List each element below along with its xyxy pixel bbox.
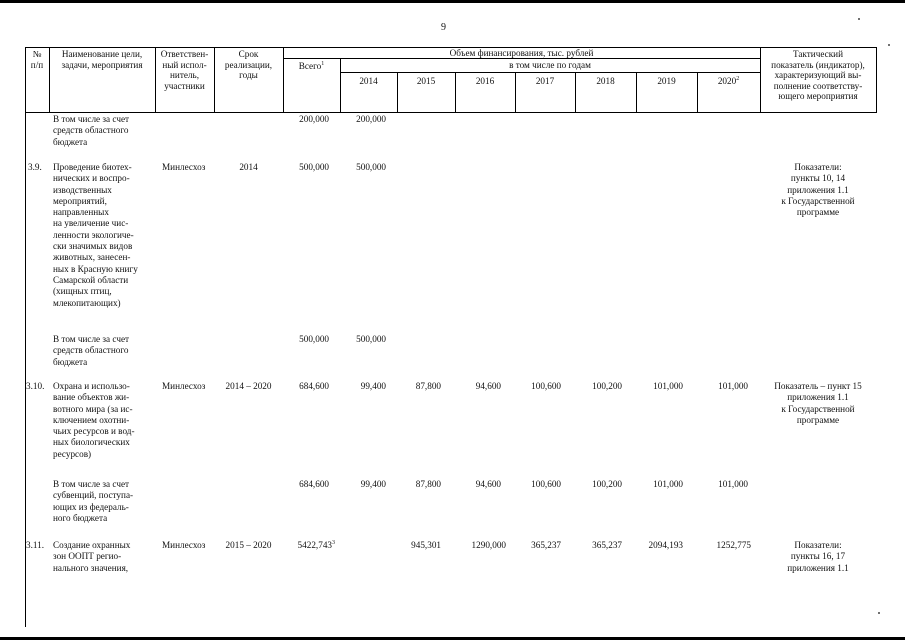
cell-2019: 101,000 <box>653 479 683 489</box>
header-year: 2015 <box>416 76 436 86</box>
cell-2017: 365,237 <box>531 540 561 550</box>
header-num: № п/п <box>30 49 44 70</box>
cell-2018: 100,200 <box>592 381 622 391</box>
header-year: 2018 <box>596 76 615 86</box>
cell-2014: 99,400 <box>360 479 386 489</box>
header-total-label: Всего <box>298 61 322 71</box>
row-num: 3.10. <box>26 381 45 391</box>
cell-2018: 365,237 <box>592 540 622 550</box>
header-indicator: Тактический показатель (индикатор), характеризующий вы- полнение соответству- ющего мероприятия <box>771 49 865 101</box>
row-executor: Минлесхоз <box>162 162 206 172</box>
cell-2014: 200,000 <box>356 114 386 124</box>
row-num: 3.9. <box>28 162 42 172</box>
scan-speck <box>878 612 880 614</box>
cell-2014: 500,000 <box>356 162 386 172</box>
header-total <box>283 61 340 72</box>
row-name: В том числе за счет субвенций, поступа- ющих из федераль- ного бюджета <box>53 479 134 523</box>
header-year-label: 2020 <box>717 76 737 86</box>
header-financing: Объем финансирования, тыс. рублей <box>449 48 594 58</box>
scan-speck <box>888 44 890 46</box>
header-year: 2014 <box>359 76 378 86</box>
cell-2016: 94,600 <box>475 381 501 391</box>
header-year: 2019 <box>657 76 676 86</box>
cell-2015: 87,800 <box>415 479 441 489</box>
row-period: 2014 <box>239 162 258 172</box>
header-year-2020 <box>697 76 760 87</box>
cell-2019: 2094,193 <box>648 540 683 550</box>
cell-total: 200,000 <box>299 114 329 124</box>
cell-2017: 100,600 <box>531 381 561 391</box>
header-bottom-rule <box>25 112 876 113</box>
row-indicator: Показатели: пункты 16, 17 приложения 1.1 <box>787 540 849 573</box>
page-top-border <box>0 0 905 3</box>
cell-total: 500,000 <box>299 334 329 344</box>
row-period: 2015 – 2020 <box>225 540 272 550</box>
row-period: 2014 – 2020 <box>225 381 272 391</box>
row-name: Проведение биотех- нических и воспро- изводственных мероприятий, направленных на увеличение чис- ленности экологиче- ски значимых видов животных, занесен- ных в Красную книгу Самарской области (хищных птиц, млекопитающих) <box>53 162 138 308</box>
row-num: 3.11. <box>26 540 45 550</box>
page-number: 9 <box>441 22 446 33</box>
cell-total-value: 5422,743 <box>297 540 332 550</box>
row-indicator: Показатели: пункты 10, 14 приложения 1.1 к Государственной программе <box>781 162 855 218</box>
row-name: В том числе за счет средств областного бюджета <box>53 334 130 367</box>
footnote-mark: 1 <box>321 60 325 67</box>
footnote-mark: 3 <box>332 539 335 546</box>
cell-2015: 945,301 <box>411 540 441 550</box>
row-indicator: Показатель – пункт 15 приложения 1.1 к Государственной программе <box>774 381 862 425</box>
cell-2016: 1290,000 <box>471 540 506 550</box>
header-year: 2017 <box>535 76 555 86</box>
cell-2015: 87,800 <box>415 381 441 391</box>
cell-total <box>284 540 335 551</box>
cell-2017: 100,600 <box>531 479 561 489</box>
header-by-years: в том числе по годам <box>509 60 591 70</box>
cell-total: 684,600 <box>299 381 329 391</box>
cell-2020: 101,000 <box>718 479 748 489</box>
cell-2018: 100,200 <box>592 479 622 489</box>
cell-total: 500,000 <box>299 162 329 172</box>
row-executor: Минлесхоз <box>162 381 206 391</box>
cell-2014: 99,400 <box>360 381 386 391</box>
cell-2014: 500,000 <box>356 334 386 344</box>
cell-2020: 1252,775 <box>716 540 751 550</box>
header-executor: Ответствен- ный испол- нитель, участники <box>160 49 209 91</box>
table-right-rule <box>876 47 877 113</box>
cell-2020: 101,000 <box>718 381 748 391</box>
scan-speck <box>858 18 860 20</box>
header-name: Наименование цели, задачи, мероприятия <box>61 49 143 70</box>
cell-2019: 101,000 <box>653 381 683 391</box>
row-name: Создание охранных зон ООПТ регио- нального значения, <box>53 540 131 573</box>
footnote-mark: 2 <box>736 75 740 82</box>
cell-2016: 94,600 <box>475 479 501 489</box>
header-year: 2016 <box>475 76 495 86</box>
cell-total: 684,600 <box>299 479 329 489</box>
row-name: В том числе за счет средств областного бюджета <box>53 114 130 147</box>
row-name: Охрана и использо- вание объектов жи- вотного мира (за ис- ключением охотни- чьих ресурсов и вод- ных биологических ресурсов) <box>53 381 135 459</box>
header-period: Срок реализации, годы <box>224 49 273 80</box>
row-executor: Минлесхоз <box>162 540 206 550</box>
